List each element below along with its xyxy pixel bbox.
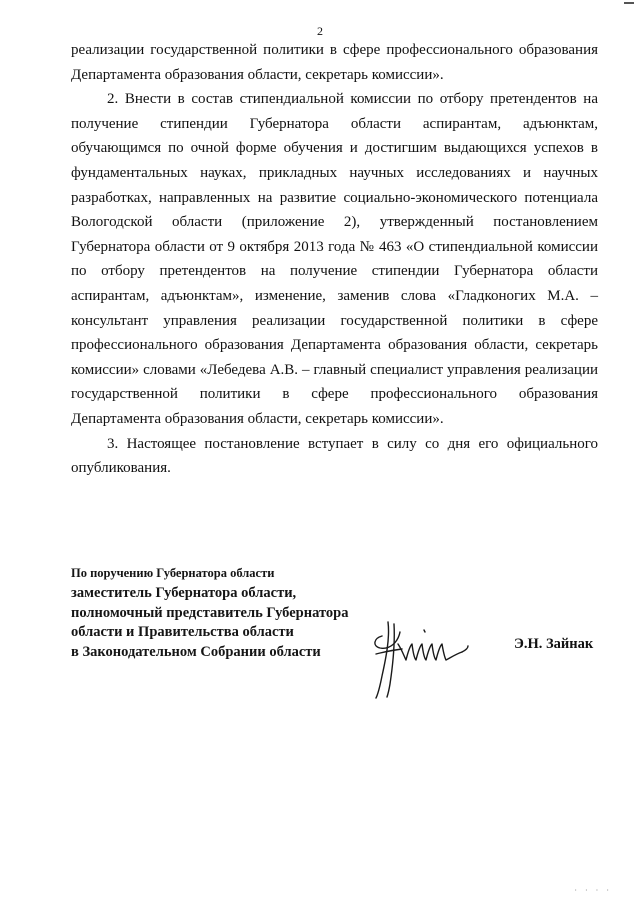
paragraph-continuation: реализации государственной политики в сфере профессионального образования Департамента образования области, секретарь комиссии». xyxy=(71,42,598,83)
document-body xyxy=(71,38,598,481)
signature-position-line: области и Правительства области xyxy=(71,624,294,640)
signer-name: Э.Н. Зайнак xyxy=(514,636,594,652)
paragraph-item-2: 2. Внести в состав стипендиальной комиссии по отбору претендентов на получение стипендии Губернатора области аспирантам, адъюнктам, обучающимся по очной форме обучения и достигшим выдающихся успехов в фундаментальных науках, прикладных научных исследованиях и научных разработках, направленных на развитие социально-экономического потенциала Вологодской области (приложение 2), утвержденный постановлением Губернатора области от 9 октября 2013 года № 463 «О стипендиальной комиссии по отбору претендентов на получение стипендии Губернатора области аспирантам, адъюнктам», изменение, заменив слова «Гладконогих М.А. – консультант управления реализации государственной политики в сфере профессионального образования Департамента образования области, секретарь комиссии» словами «Лебедева А.В. – главный специалист управления реализации государственной политики в сфере профессионального образования Департамента образования области, секретарь комиссии». xyxy=(71,91,598,427)
signature-intro: По поручению Губернатора области xyxy=(71,566,275,580)
page-number: 2 xyxy=(317,24,323,38)
signature-position-line: в Законодательном Собрании области xyxy=(71,643,321,660)
paragraph-item-3: 3. Настоящее постановление вступает в силу со дня его официального опубликования. xyxy=(71,435,598,477)
scan-edge-marks: · · · · xyxy=(574,886,612,895)
scan-corner-mark xyxy=(624,2,634,4)
signature-position-line: полномочный представитель Губернатора xyxy=(71,604,349,621)
signature-position-line: заместитель Губернатора области, xyxy=(71,585,297,601)
signature-block xyxy=(71,565,351,662)
handwritten-signature xyxy=(368,608,478,700)
